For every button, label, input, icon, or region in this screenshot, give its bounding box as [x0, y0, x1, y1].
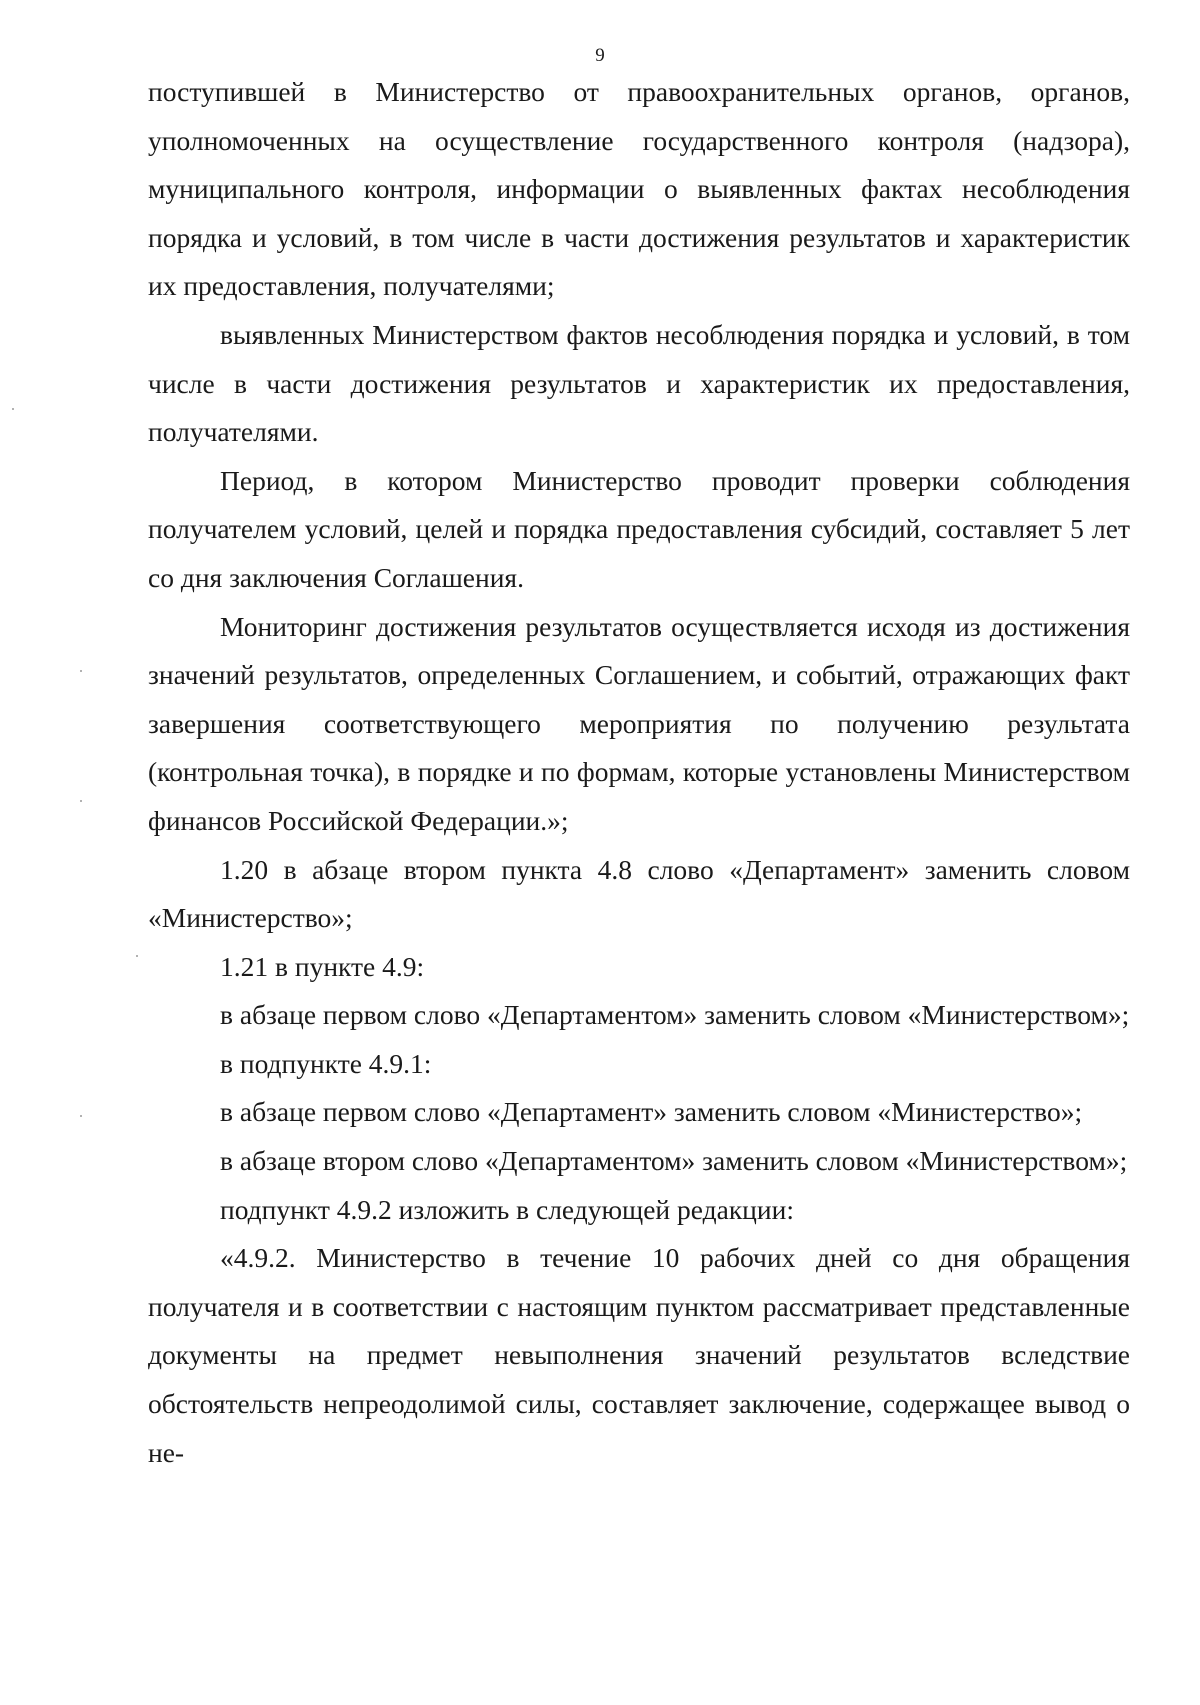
paragraph-6: 1.21 в пункте 4.9:	[220, 950, 425, 982]
scan-speck	[12, 408, 14, 410]
paragraph-2: выявленных Министерством фактов несоблюдения порядка и условий, в том числе в части достижения результатов и характеристик их предоставления, получателями.	[148, 318, 1130, 448]
paragraph-8: в подпункте 4.9.1:	[220, 1047, 432, 1079]
page-number: 9	[595, 45, 605, 66]
paragraph-7: в абзаце первом слово «Департаментом» заменить словом «Министерством»;	[220, 999, 1130, 1031]
scan-speck	[80, 670, 82, 672]
paragraph-11: подпункт 4.9.2 изложить в следующей редакции:	[220, 1193, 794, 1225]
paragraph-5: 1.20 в абзаце втором пункта 4.8 слово «Департамент» заменить словом «Министерство»;	[148, 853, 1130, 934]
paragraph-3: Период, в котором Министерство проводит проверки соблюдения получателем условий, целей и порядка предоставления субсидий, составляет 5 лет со дня заключения Соглашения.	[148, 464, 1130, 593]
paragraph-1: поступившей в Министерство от правоохранительных органов, органов, уполномоченных на осуществление государственного контроля (надзора), муниципального контроля, информации о выявленных фактах несоблюдения порядка и условий, в том числе в части достижения результатов и характеристик их предоставления, получателями;	[148, 76, 1130, 302]
paragraph-4: Мониторинг достижения результатов осуществляется исходя из достижения значений результатов, определенных Соглашением, и событий, отражающих факт завершения соответствующего мероприятия по получению результата (контрольная точка), в порядке и по формам, которые установлены Министерством финансов Российской Федерации.»;	[148, 610, 1130, 836]
paragraph-9: в абзаце первом слово «Департамент» заменить словом «Министерство»;	[220, 1096, 1083, 1128]
scan-speck	[80, 1115, 82, 1117]
scan-speck	[80, 800, 82, 802]
paragraph-10: в абзаце втором слово «Департаментом» заменить словом «Министерством»;	[220, 1145, 1128, 1177]
document-body	[148, 68, 1130, 1477]
paragraph-12: «4.9.2. Министерство в течение 10 рабочих дней со дня обращения получателя и в соответствии с настоящим пунктом рассматривает представленные документы на предмет невыполнения значений результатов вследствие обстоятельств непреодолимой силы, составляет заключение, содержащее вывод о не-	[148, 1242, 1130, 1468]
scan-speck	[136, 955, 138, 957]
